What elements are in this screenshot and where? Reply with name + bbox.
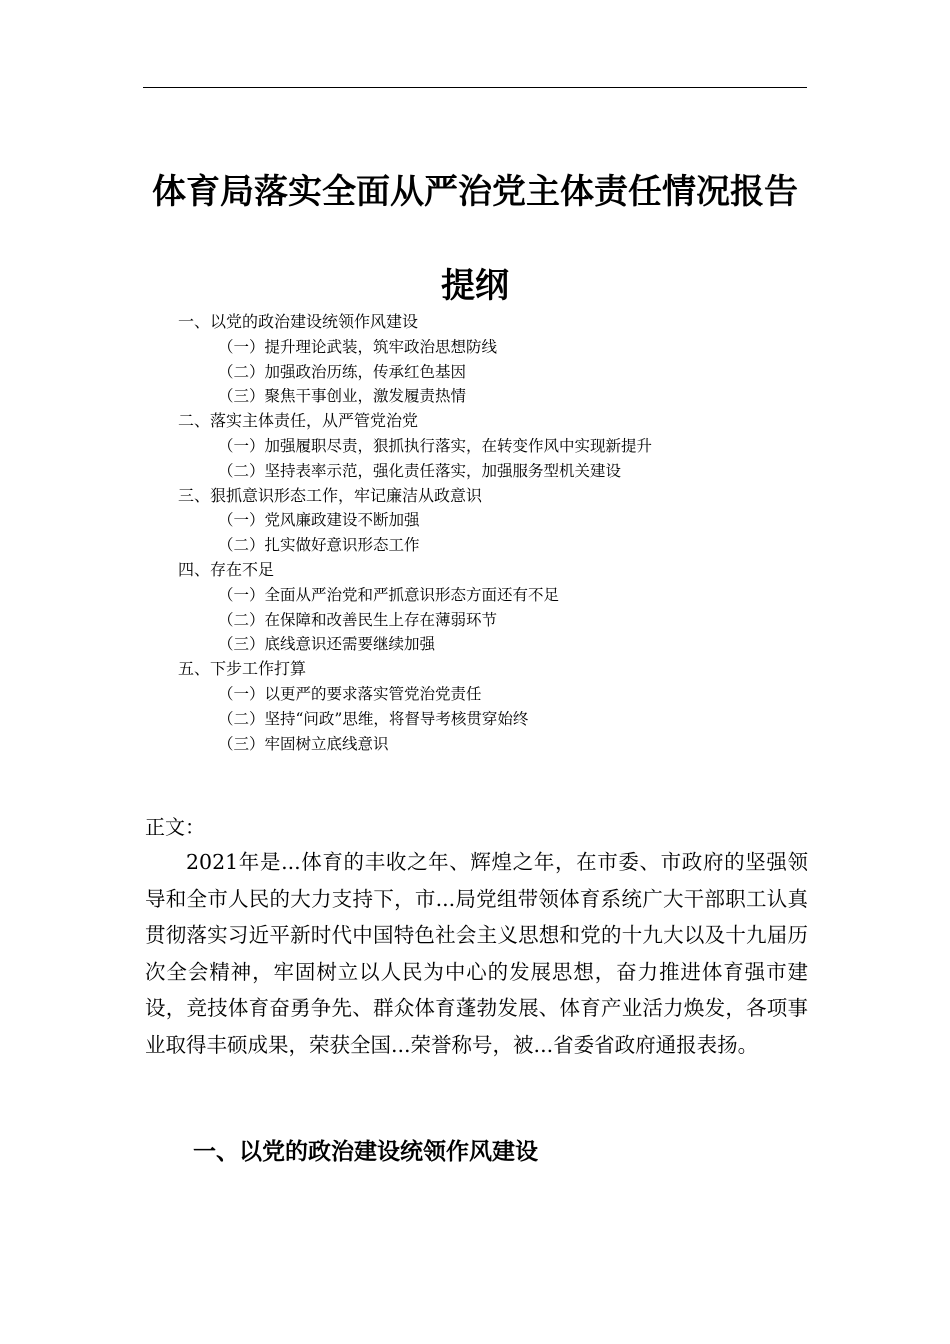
body-paragraph: 2021年是...体育的丰收之年、辉煌之年，在市委、市政府的坚强领导和全市人民的大力支持下，市...局党组带领体育系统广大干部职工认真贯彻落实习近平新时代中国特色社会主义思想和党的十九大以及十九届历次全会精神，牢固树立以人民为中心的发展思想，奋力推进体育强市建设，竞技体育奋勇争先、群众体育蓬勃发展、体育产业活力焕发，各项事业取得丰硕成果，荣获全国...荣誉称号，被...省委省政府通报表扬。	[145, 850, 808, 1057]
outline-sub-list	[178, 583, 818, 657]
outline-section-title: 五、下步工作打算	[178, 659, 307, 679]
outline-sub-list	[178, 682, 818, 756]
outline-sub-item: （二）扎实做好意识形态工作	[218, 536, 420, 555]
outline-sub-list	[178, 508, 818, 558]
outline-sub-list	[178, 434, 818, 484]
outline-sub-item: （二）在保障和改善民生上存在薄弱环节	[218, 610, 498, 629]
outline-section-title: 三、狠抓意识形态工作，牢记廉洁从政意识	[178, 485, 483, 505]
outline-section-title: 四、存在不足	[178, 559, 275, 579]
body-label: 正文：	[145, 815, 205, 839]
outline-sub-item: （三）牢固树立底线意识	[218, 734, 389, 753]
outline-section	[178, 409, 818, 483]
document-title: 体育局落实全面从严治党主体责任情况报告	[152, 172, 798, 212]
outline-heading: 提纲	[441, 266, 509, 306]
outline-section	[178, 558, 818, 657]
outline-section	[178, 310, 818, 409]
outline-list	[178, 310, 818, 756]
outline-sub-item: （一）以更严的要求落实管党治党责任	[218, 684, 482, 703]
outline-sub-list	[178, 335, 818, 409]
outline-sub-item: （二）坚持“问政”思维，将督导考核贯穿始终	[218, 709, 529, 728]
outline-sub-item: （三）底线意识还需要继续加强	[218, 635, 436, 654]
outline-sub-item: （一）加强履职尽责，狠抓执行落实，在转变作风中实现新提升	[218, 436, 653, 455]
outline-sub-item: （三）聚焦干事创业，激发履责热情	[218, 387, 467, 406]
outline-section	[178, 484, 818, 558]
outline-sub-item: （一）党风廉政建设不断加强	[218, 511, 420, 530]
outline-section-title: 二、落实主体责任，从严管党治党	[178, 411, 419, 431]
outline-sub-item: （二）加强政治历练，传承红色基因	[218, 362, 467, 381]
outline-sub-item: （二）坚持表率示范，强化责任落实，加强服务型机关建设	[218, 461, 622, 480]
outline-section-title: 一、以党的政治建设统领作风建设	[178, 312, 419, 331]
outline-sub-item: （一）提升理论武装，筑牢政治思想防线	[218, 337, 498, 356]
header-rule	[143, 87, 807, 88]
outline-section	[178, 657, 818, 756]
outline-sub-item: （一）全面从严治党和严抓意识形态方面还有不足	[218, 585, 560, 604]
section-heading: 一、以党的政治建设统领作风建设	[193, 1139, 538, 1165]
